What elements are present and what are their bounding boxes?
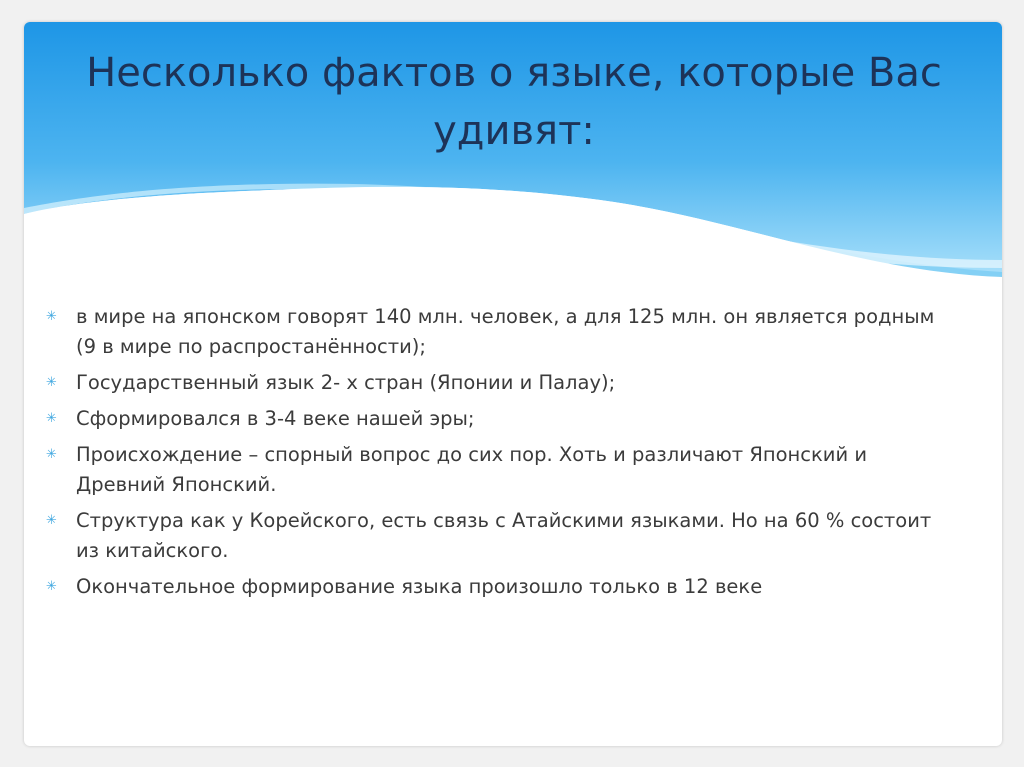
list-item xyxy=(44,368,944,398)
asterisk-bullet-icon: ✳ xyxy=(46,411,57,426)
bullet-text: Структура как у Корейского, есть связь с Атайскими языками. Но на 60 % состоит из китайского. xyxy=(76,509,932,562)
list-item xyxy=(44,404,944,434)
bullet-text: Сформировался в 3-4 веке нашей эры; xyxy=(76,407,475,430)
list-item xyxy=(44,440,944,500)
slide xyxy=(24,22,1002,746)
list-item xyxy=(44,302,944,362)
asterisk-bullet-icon: ✳ xyxy=(46,579,57,594)
asterisk-bullet-icon: ✳ xyxy=(46,447,57,462)
bullet-text: в мире на японском говорят 140 млн. человек, а для 125 млн. он является родным (9 в мире по распростанённости); xyxy=(76,305,935,358)
bullet-text: Окончательное формирование языка произошло только в 12 веке xyxy=(76,575,763,598)
asterisk-bullet-icon: ✳ xyxy=(46,513,57,528)
asterisk-bullet-icon: ✳ xyxy=(46,375,57,390)
list-item xyxy=(44,572,944,602)
bullet-text: Государственный язык 2- х стран (Японии и Палау); xyxy=(76,371,616,394)
list-item xyxy=(44,506,944,566)
bullet-text: Происхождение – спорный вопрос до сих пор. Хоть и различают Японский и Древний Японский. xyxy=(76,443,868,496)
slide-title: Несколько фактов о языке, которые Вас удивят: xyxy=(86,50,942,154)
bullet-list xyxy=(44,302,944,608)
asterisk-bullet-icon: ✳ xyxy=(46,309,57,324)
